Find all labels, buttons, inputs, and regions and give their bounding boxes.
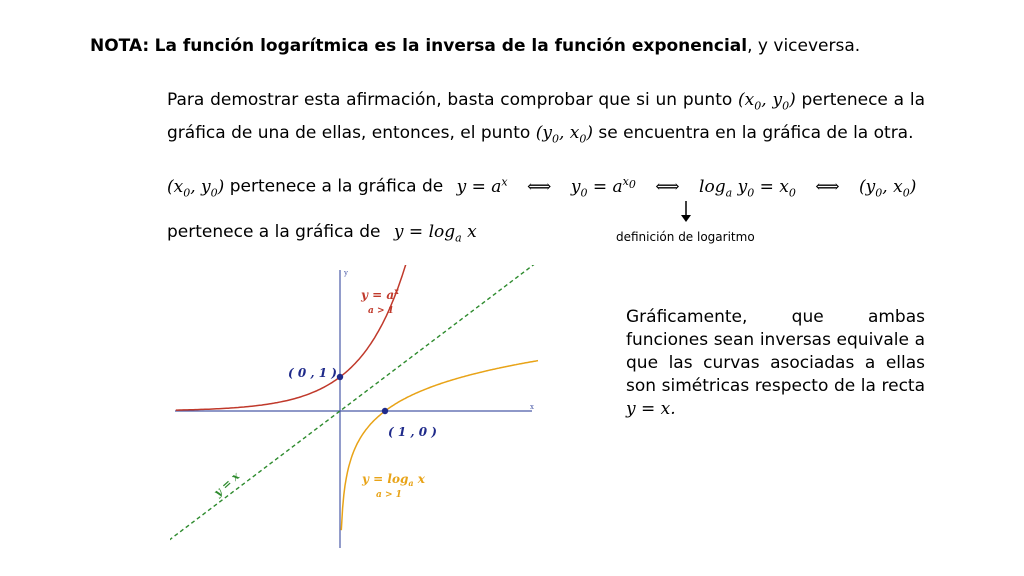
graphic-explanation [626, 306, 925, 421]
equiv-text-1: pertenece a la gráfica de [224, 176, 449, 197]
para-text-1: Para demostrar esta afirmación, basta comprobar que si un punto [167, 90, 739, 110]
line-y-equals-x [170, 265, 538, 540]
graphic-text: Gráficamente, que ambas funciones sean inversas equivale a que las curvas asociadas a ellas son simétricas respecto de la recta [626, 307, 925, 396]
label-diagonal: y = x [211, 469, 243, 500]
log-equation: $y = \log_a x$ [393, 222, 477, 245]
iff-symbol-2: ⟺ [655, 176, 680, 197]
nota-bold-text: La función logarítmica es la inversa de la función exponencial [154, 36, 748, 56]
curves [170, 265, 538, 540]
y-axis-label: y [344, 269, 348, 277]
logarithmic-curve [341, 361, 538, 531]
equivalence-line [167, 175, 925, 199]
para-text-2: pertenece a la gráfica de una de ellas, entonces, el punto [167, 90, 925, 143]
point-1-0 [382, 408, 388, 414]
graphic-eq: y = x. [626, 399, 676, 419]
x-axis-label: x [530, 403, 534, 411]
inverse-functions-chart [170, 265, 540, 550]
pertenece-text: pertenece a la gráfica de [167, 222, 386, 242]
chart-labels [211, 286, 437, 500]
point-y0-x0: ($y_0$, $x_0$) [535, 122, 593, 146]
equiv-eq3: $\log_a y_0 = x_0$ [699, 176, 796, 200]
label-log-function: $y = \log_a x$ [362, 472, 425, 488]
nota-tail: , y viceversa. [747, 36, 861, 56]
equiv-point-1: ($x_0$, $y_0$) [167, 176, 225, 200]
label-point-1-0: ( 1 , 0 ) [388, 425, 437, 439]
equiv-point-2: ($y_0$, $x_0$) [859, 176, 917, 200]
iff-symbol-1: ⟺ [527, 176, 552, 197]
iff-symbol-3: ⟺ [815, 176, 840, 197]
point-0-1 [337, 374, 343, 380]
nota-line [90, 36, 860, 56]
equiv-eq2: $y_0 = a^{x_0}$ [570, 175, 636, 200]
label-exp-condition: a > 1 [368, 306, 394, 316]
demo-paragraph [167, 87, 925, 153]
label-point-0-1: ( 0 , 1 ) [288, 366, 337, 380]
nota-label: NOTA: [90, 36, 150, 56]
point-x0-y0: ($x_0$, $y_0$) [738, 90, 796, 113]
definition-note: definición de logaritmo [616, 230, 755, 244]
label-exp-sup: x [394, 286, 399, 296]
para-text-3: se encuentra en la gráfica de la otra. [592, 122, 914, 143]
equiv-eq1: $y = a^x$ [456, 175, 508, 197]
label-exp-function: $y = a^x$ [361, 286, 399, 302]
label-log-sub: a [408, 478, 414, 488]
label-log-x: x [413, 472, 425, 486]
pertenece-line [167, 222, 477, 244]
label-log-condition: a > 1 [376, 490, 402, 500]
down-arrow-icon [680, 201, 692, 223]
exponential-curve [176, 265, 410, 410]
